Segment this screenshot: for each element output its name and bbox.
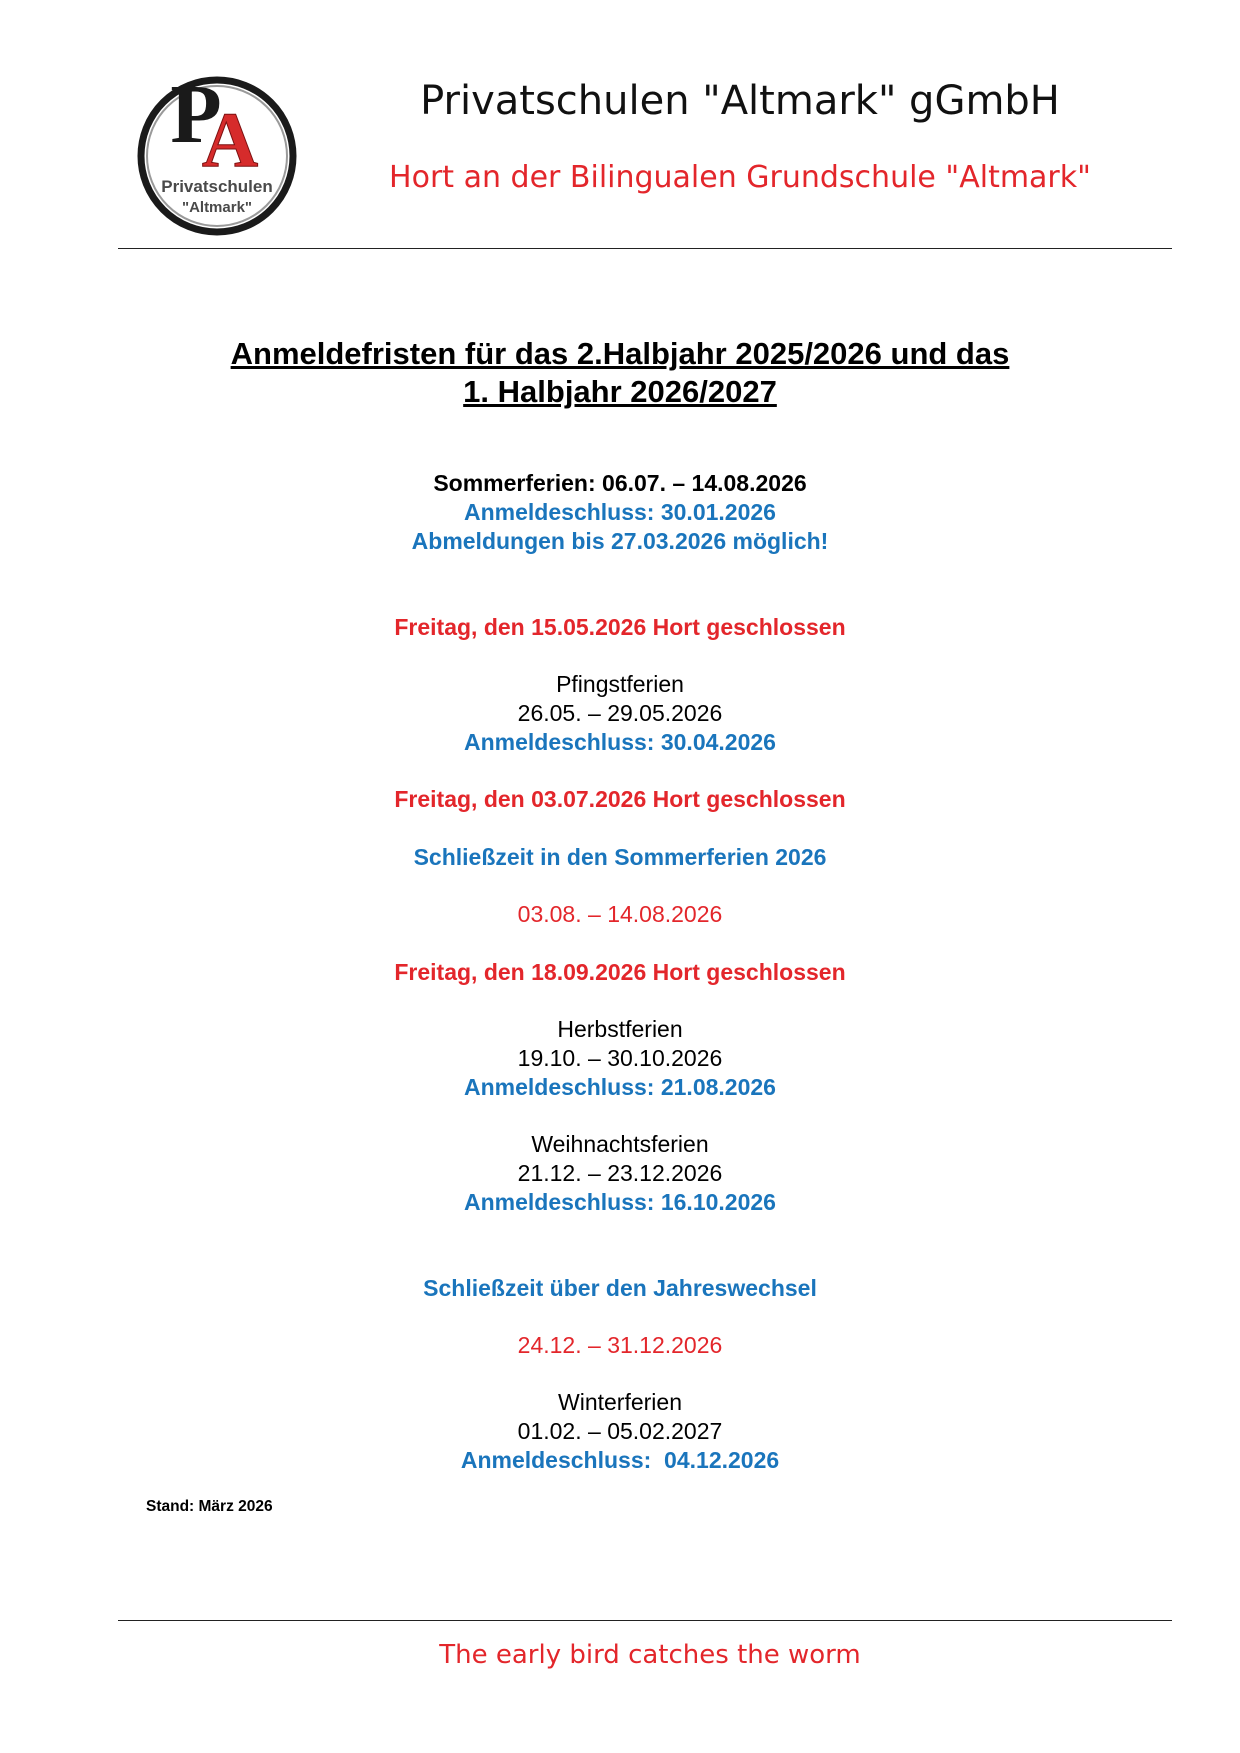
logo-letter-a: A: [201, 96, 259, 183]
revision-date: Stand: März 2026: [146, 1498, 273, 1515]
pentecost-holidays-label: Pfingstferien: [556, 671, 684, 697]
winter-holidays-label: Winterferien: [558, 1389, 682, 1415]
christmas-holidays-label: Weihnachtsferien: [531, 1131, 709, 1157]
header-divider: [118, 248, 1172, 249]
footer-motto: The early bird catches the worm: [439, 1640, 861, 1670]
autumn-holidays-label: Herbstferien: [557, 1016, 683, 1042]
org-name: Privatschulen "Altmark" gGmbH: [420, 78, 1060, 124]
autumn-registration-deadline: Anmeldeschluss: 21.08.2026: [464, 1074, 776, 1100]
pentecost-registration-deadline: Anmeldeschluss: 30.04.2026: [464, 729, 776, 755]
logo-letter-p: P: [170, 68, 222, 161]
closure-day-september: Freitag, den 18.09.2026 Hort geschlossen: [394, 959, 846, 985]
closure-day-july: Freitag, den 03.07.2026 Hort geschlossen: [394, 786, 846, 812]
new-year-closure-dates: 24.12. – 31.12.2026: [517, 1332, 723, 1358]
page-title-line-2: 1. Halbjahr 2026/2027: [463, 374, 777, 409]
page-title-line-1: Anmeldefristen für das 2.Halbjahr 2025/2026 und das: [230, 336, 1010, 371]
school-logo: [134, 60, 300, 240]
pentecost-holidays-dates: 26.05. – 29.05.2026: [517, 700, 723, 726]
logo-emblem: [134, 60, 300, 240]
org-subtitle: Hort an der Bilingualen Grundschule "Altmark": [389, 160, 1091, 195]
christmas-registration-deadline: Anmeldeschluss: 16.10.2026: [464, 1189, 776, 1215]
summer-closure-dates: 03.08. – 14.08.2026: [517, 901, 723, 927]
logo-text-altmark: "Altmark": [181, 199, 253, 216]
autumn-holidays-dates: 19.10. – 30.10.2026: [517, 1045, 723, 1071]
summer-holidays-heading: Sommerferien: 06.07. – 14.08.2026: [433, 470, 807, 496]
footer-divider: [118, 1620, 1172, 1621]
summer-registration-deadline: Anmeldeschluss: 30.01.2026: [464, 499, 776, 525]
christmas-holidays-dates: 21.12. – 23.12.2026: [517, 1160, 723, 1186]
logo-text-privatschulen: Privatschulen: [161, 177, 273, 196]
summer-deregistration-note: Abmeldungen bis 27.03.2026 möglich!: [411, 528, 829, 554]
winter-registration-deadline: Anmeldeschluss: 04.12.2026: [460, 1447, 780, 1473]
new-year-closure-heading: Schließzeit über den Jahreswechsel: [423, 1275, 817, 1301]
winter-holidays-dates: 01.02. – 05.02.2027: [517, 1418, 723, 1444]
closure-day-may: Freitag, den 15.05.2026 Hort geschlossen: [394, 614, 846, 640]
summer-closure-heading: Schließzeit in den Sommerferien 2026: [413, 844, 827, 870]
